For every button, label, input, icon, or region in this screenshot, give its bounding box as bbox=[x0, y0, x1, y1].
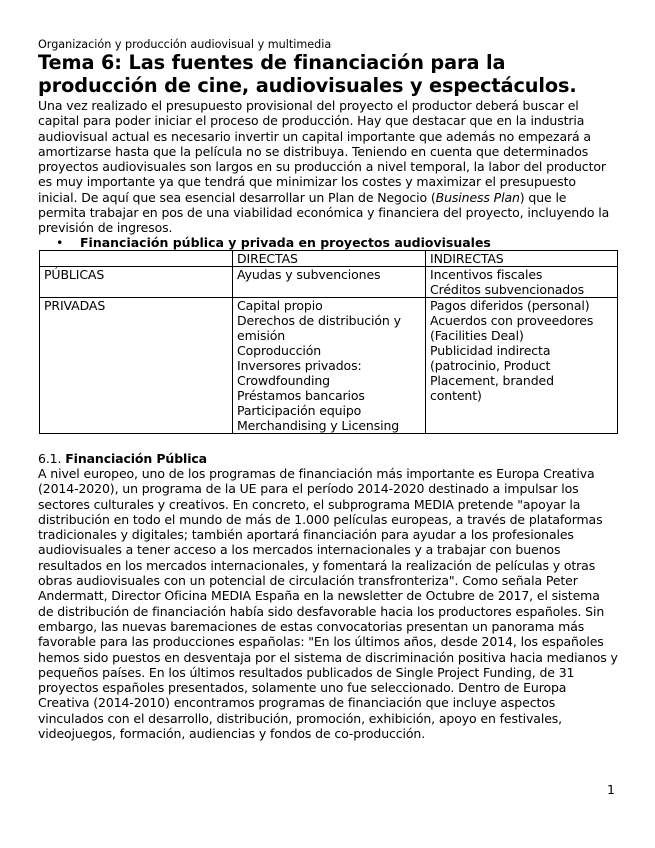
cell-line: Participación equipo bbox=[237, 402, 362, 418]
intro-italic-term: Business Plan bbox=[435, 189, 520, 205]
section-number: 6.1. bbox=[38, 450, 62, 466]
table-row-privadas bbox=[40, 297, 618, 433]
cell-line: Pagos diferidos (personal) bbox=[430, 297, 590, 313]
row-label: PÚBLICAS bbox=[40, 266, 233, 297]
header-cell-empty bbox=[40, 250, 233, 266]
intro-text-1: Una vez realizado el presupuesto provisional del proyecto el productor deberá buscar el capital para poder iniciar el proceso de producción. Hay que destacar que en la industria audiovisual actual es necesario invertir un capital importante que además no empezará a amortizarse hasta que la película no se distribuya. Teniendo en cuenta que determinados proyectos audiovisuales son largos en su producción a nivel temporal, la labor del productor es muy importante ya que tendrá que minimizar los costes y maximizar el presupuesto inicial. De aquí que sea esencial desarrollar un Plan de Negocio ( bbox=[38, 98, 606, 205]
page-number: 1 bbox=[607, 782, 615, 797]
cell-line: Acuerdos con proveedores bbox=[430, 312, 594, 328]
cell-line: Préstamos bancarios bbox=[237, 387, 365, 403]
table-heading-text: Financiación pública y privada en proyectos audiovisuales bbox=[80, 234, 491, 250]
cell-line: Créditos subvencionados bbox=[430, 281, 585, 297]
intro-text-2: ) que le permita trabajar en pos de una viabilidad económica y financiera del proyecto, incluyendo la previsión de ingresos. bbox=[38, 189, 610, 236]
cell-line: Incentivos fiscales bbox=[430, 266, 543, 282]
section-body: A nivel europeo, uno de los programas de financiación más importante es Europa Creativa (2014-2020), un programa de la UE para el período 2014-2020 destinado a impulsar los sectores culturales y creativos. En concreto, el subprograma MEDIA pretende "apoyar la distribución en todo el mundo de más de 1.000 películas europeas, a través de plataformas tradicionales y digitales; también aportará financiación para ayudar a los profesionales audiovisuales a tener acceso a los mercados internacionales y a trabajar con buenos resultados en los mercados internacionales, y fomentará la realización de películas y otras obras audiovisuales con un potencial de circulación transfronteriza". Como señala Peter Andermatt, Director Oficina MEDIA España en la newsletter de Octubre de 2017, el sistema de distribución de financiación había sido desfavorable hacia los productores españoles. Sin embargo, las nuevas baremaciones de estas convocatorias presentan un panorama más favorable para las producciones españolas: "En los últimos años, desde 2014, los españoles hemos sido puestos en desventaja por el sistema de discriminación positiva hacia medianos y pequeños países. En los últimos resultados publicados de Single Project Funding, de 31 proyectos españoles presentados, solamente uno fue seleccionado. Dentro de Europa Creativa (2014-2010) encontramos programas de financiación que incluye aspectos vinculados con el desarrollo, distribución, promoción, exhibición, apoyo en festivales, videojuegos, formación, audiencias y fondos de co-producción. bbox=[38, 465, 618, 742]
page-title: Tema 6: Las fuentes de financiación para la producción de cine, audiovisuales y espectáculos. bbox=[38, 51, 577, 97]
section-heading bbox=[38, 451, 618, 466]
table-header-row bbox=[40, 250, 618, 266]
intro-paragraph bbox=[38, 98, 618, 236]
cell-line: emisión bbox=[237, 327, 286, 343]
row-label: PRIVADAS bbox=[40, 297, 233, 433]
cell-directas bbox=[233, 266, 426, 297]
cell-line: content) bbox=[430, 387, 482, 403]
section-title: Financiación Pública bbox=[65, 450, 207, 466]
cell-line: Placement, branded bbox=[430, 372, 554, 388]
table-row-publicas bbox=[40, 266, 618, 297]
cell-indirectas bbox=[426, 297, 618, 433]
financing-table bbox=[39, 250, 618, 434]
cell-line: Publicidad indirecta bbox=[430, 342, 551, 358]
cell-line: (patrocinio, Product bbox=[430, 357, 551, 373]
bullet-icon: • bbox=[56, 234, 64, 250]
header-cell-directas: DIRECTAS bbox=[233, 250, 426, 266]
course-subject: Organización y producción audiovisual y multimedia bbox=[38, 38, 332, 51]
cell-line: Coproducción bbox=[237, 342, 322, 358]
cell-line: Merchandising y Licensing bbox=[237, 417, 400, 433]
cell-line: Derechos de distribución y bbox=[237, 312, 401, 328]
cell-directas bbox=[233, 297, 426, 433]
table-heading bbox=[38, 236, 618, 250]
cell-line: Ayudas y subvenciones bbox=[237, 266, 381, 282]
cell-line: Inversores privados: bbox=[237, 357, 362, 373]
cell-line: (Facilities Deal) bbox=[430, 327, 524, 343]
header-cell-indirectas: INDIRECTAS bbox=[426, 250, 618, 266]
cell-indirectas bbox=[426, 266, 618, 297]
document-page bbox=[38, 38, 618, 741]
cell-line: Capital propio bbox=[237, 297, 323, 313]
cell-line: Crowdfounding bbox=[237, 372, 330, 388]
